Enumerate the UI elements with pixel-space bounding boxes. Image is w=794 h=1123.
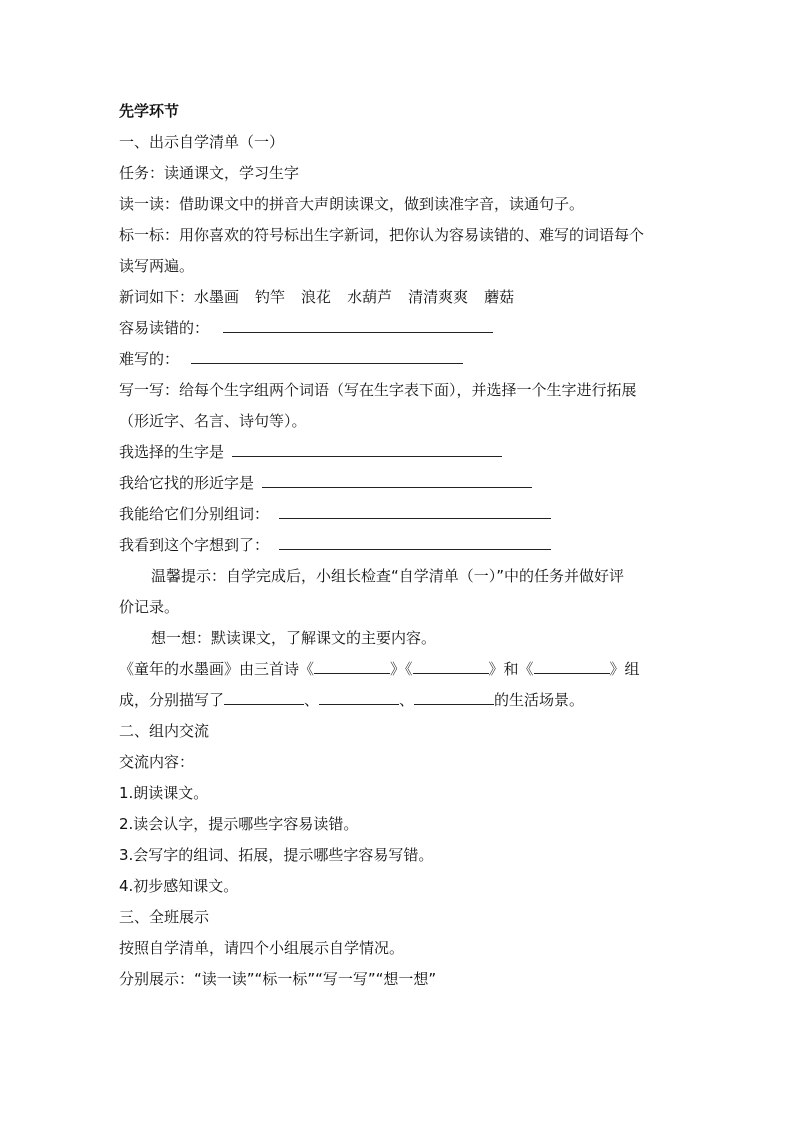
poem-text: 《童年的水墨画》由三首诗《: [119, 660, 315, 678]
new-word: 蘑菇: [484, 288, 515, 306]
easy-wrong-blank[interactable]: [223, 318, 493, 333]
easy-wrong-label: 容易读错的：: [119, 319, 210, 337]
hard-write-blank[interactable]: [191, 349, 463, 364]
words-label: 我能给它们分别组词：: [119, 505, 270, 523]
new-word: 清清爽爽: [408, 288, 469, 306]
list-item: 1.朗读课文。: [119, 784, 209, 802]
words-line: [119, 503, 551, 525]
new-word: 水墨画: [194, 288, 240, 306]
scene-blank-3[interactable]: [414, 690, 494, 705]
part3-heading: 三、全班展示: [119, 908, 210, 926]
new-words-label: 新词如下：: [119, 288, 195, 306]
poem-text: 成，分别描写了: [119, 691, 225, 709]
part3-line-1: 按照自学清单，请四个小组展示自学情况。: [119, 939, 405, 957]
part2-heading: 二、组内交流: [119, 722, 210, 740]
new-word: 浪花: [301, 288, 332, 306]
task-line: 任务：读通课文，学习生字: [119, 164, 300, 182]
poem-text: 的生活场景。: [494, 691, 585, 709]
section-title: 先学环节: [119, 102, 180, 120]
poem-text: 》组: [609, 660, 640, 678]
similar-blank[interactable]: [262, 473, 532, 488]
poem-blank-1[interactable]: [314, 659, 390, 674]
list-item: 2.读会认字，提示哪些字容易读错。: [119, 815, 359, 833]
hard-write-line: [119, 348, 463, 370]
new-words-line: [119, 286, 514, 308]
read-line: 读一读：借助课文中的拼音大声朗读课文，做到读准字音，读通句子。: [119, 195, 585, 213]
similar-label: 我给它找的形近字是: [119, 474, 255, 492]
write-line-2: （形近字、名言、诗句等）。: [119, 412, 307, 430]
part1-heading: 一、出示自学清单（一）: [119, 133, 285, 151]
hard-write-label: 难写的：: [119, 350, 180, 368]
part3-line-2: 分别展示：“读一读”“标一标”“写一写”“想一想”: [119, 970, 437, 988]
poem-text: 》《: [390, 660, 413, 678]
poem-text: 、: [304, 691, 320, 709]
scene-blank-1[interactable]: [224, 690, 304, 705]
poem-blank-3[interactable]: [534, 659, 610, 674]
new-word: 钓竿: [255, 288, 286, 306]
mark-line-1: 标一标：用你喜欢的符号标出生字新词，把你认为容易读错的、难写的词语每个: [119, 226, 645, 244]
words-blank[interactable]: [279, 504, 551, 519]
list-item: 4.初步感知课文。: [119, 877, 239, 895]
write-line-1: 写一写：给每个生字组两个词语（写在生字表下面），并选择一个生字进行拓展: [119, 381, 637, 399]
scene-blank-2[interactable]: [319, 690, 399, 705]
chosen-blank[interactable]: [232, 442, 502, 457]
thought-line: [119, 534, 551, 556]
think-line: 想一想：默读课文，了解课文的主要内容。: [151, 629, 437, 647]
new-word: 水葫芦: [347, 288, 393, 306]
chosen-line: [119, 441, 502, 463]
poem-text: 、: [399, 691, 415, 709]
chosen-label: 我选择的生字是: [119, 443, 225, 461]
thought-blank[interactable]: [279, 535, 551, 550]
mark-line-2: 读写两遍。: [119, 257, 195, 275]
similar-line: [119, 472, 532, 494]
thought-label: 我看到这个字想到了：: [119, 536, 270, 554]
list-item: 3.会写字的组词、拓展，提示哪些字容易写错。: [119, 846, 434, 864]
poem-text: 》和《: [488, 660, 534, 678]
poem-line-2: [119, 689, 584, 711]
tip-line-1: 温馨提示：自学完成后，小组长检查“自学清单（一）”中的任务并做好评: [151, 567, 625, 585]
poem-line-1: [119, 658, 640, 680]
poem-blank-2[interactable]: [413, 659, 489, 674]
tip-line-2: 价记录。: [119, 598, 180, 616]
part2-content-label: 交流内容：: [119, 753, 195, 771]
easy-wrong-line: [119, 317, 493, 339]
